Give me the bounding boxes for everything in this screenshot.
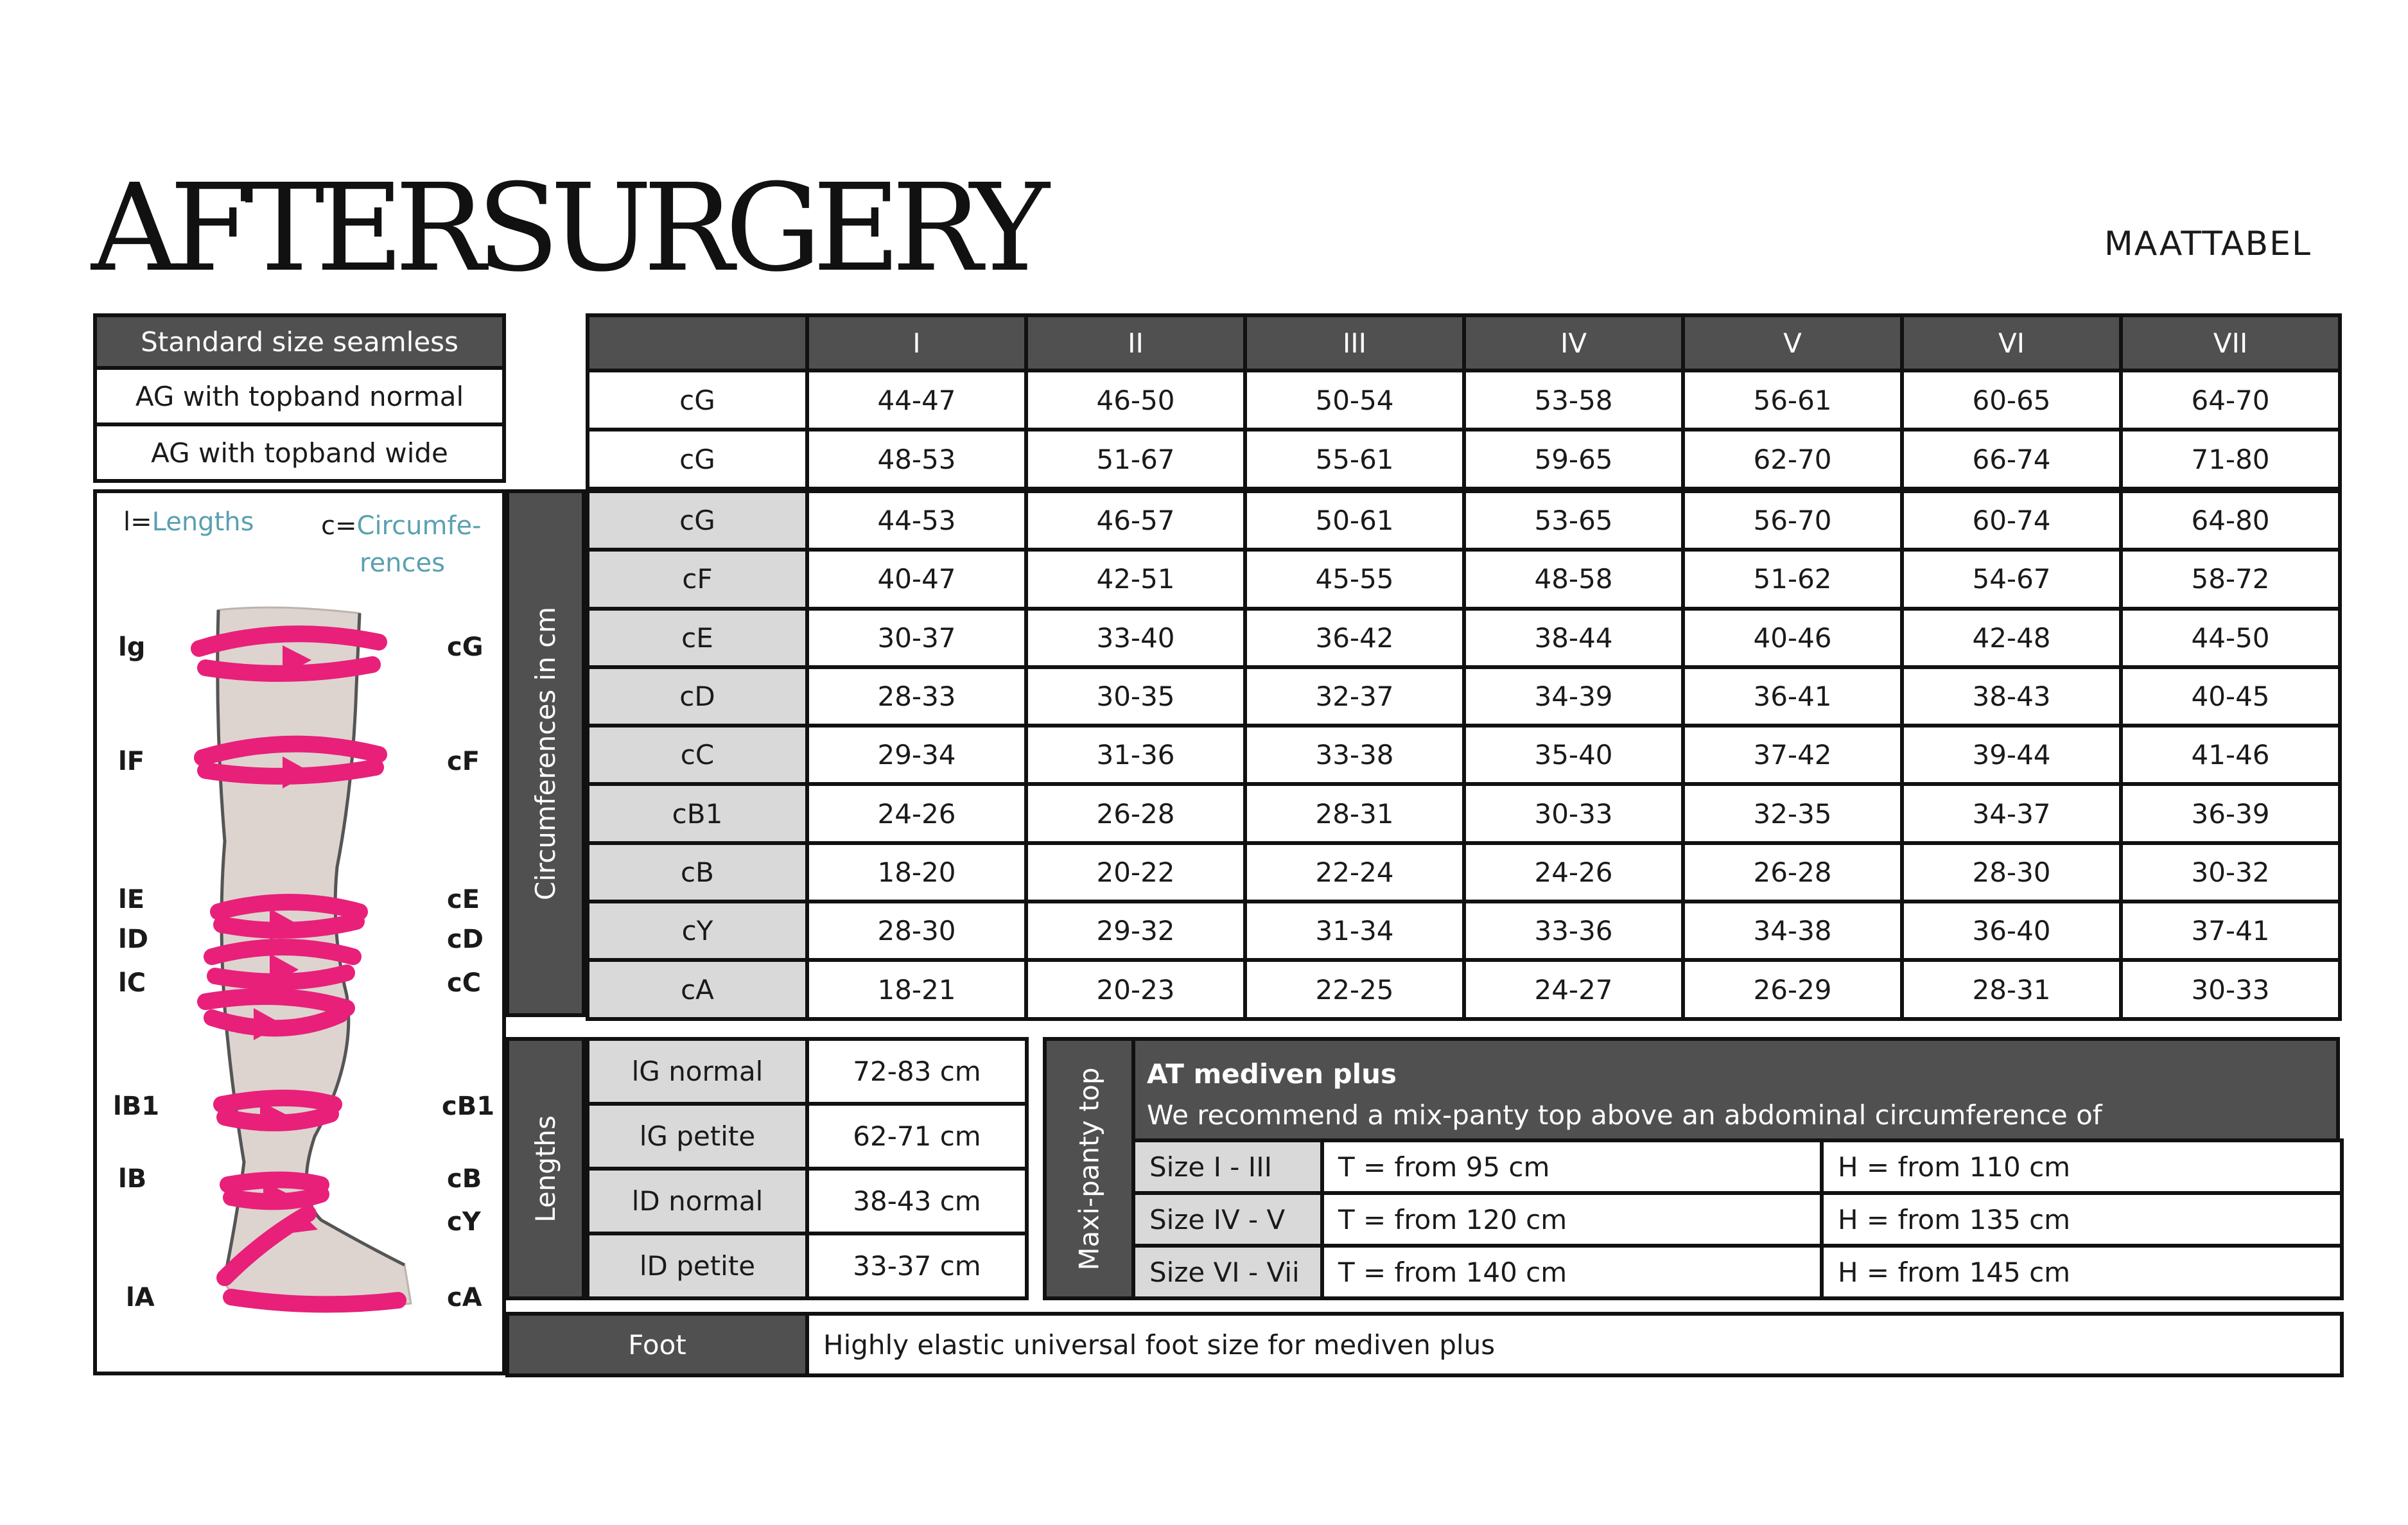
table-cell: 38-44 <box>1464 609 1683 667</box>
label-cg: cG <box>447 632 484 662</box>
maxi-panty-title: AT mediven plus <box>1147 1058 1397 1090</box>
row-label: cE <box>588 609 807 667</box>
label-cb: cB <box>447 1164 482 1194</box>
table-cell: 37-42 <box>1683 726 1902 784</box>
row-label: cC <box>588 726 807 784</box>
table-cell: 42-51 <box>1026 550 1245 608</box>
table-cell: 22-25 <box>1245 960 1464 1018</box>
legend-c-word-2: rences <box>360 548 445 578</box>
table-row <box>588 1233 1027 1298</box>
label-lg: lg <box>118 632 146 662</box>
size-header: III <box>1245 315 1464 370</box>
table-cell: 26-28 <box>1026 784 1245 842</box>
table-cell: 44-50 <box>2121 609 2340 667</box>
table-cell: 31-36 <box>1026 726 1245 784</box>
maxi-h-value: H = from 110 cm <box>1822 1140 2342 1193</box>
table-cell: 53-58 <box>1464 370 1683 430</box>
maxi-panty-table <box>1131 1138 2344 1300</box>
table-row <box>588 550 2340 608</box>
table-row <box>588 430 2340 489</box>
table-cell: 46-57 <box>1026 491 1245 550</box>
table-cell: 30-32 <box>2121 843 2340 902</box>
maxi-size: Size I - III <box>1133 1140 1322 1193</box>
table-cell: 50-61 <box>1245 491 1464 550</box>
brand-title: AFTERSURGERY <box>91 158 1041 299</box>
table-cell: 24-26 <box>1464 843 1683 902</box>
label-lb: lB <box>118 1164 147 1194</box>
table-cell: 33-40 <box>1026 609 1245 667</box>
maxi-panty-label <box>1043 1037 1135 1300</box>
table-cell: 58-72 <box>2121 550 2340 608</box>
table-cell: 30-35 <box>1026 667 1245 726</box>
table-cell: 48-53 <box>807 430 1026 489</box>
row-label: cG <box>588 370 807 430</box>
table-cell: 54-67 <box>1902 550 2121 608</box>
row-label: cF <box>588 550 807 608</box>
table-cell: 36-42 <box>1245 609 1464 667</box>
row-label: cG <box>588 491 807 550</box>
label-cc: cC <box>447 968 482 998</box>
table-cell: 39-44 <box>1902 726 2121 784</box>
length-value: 33-37 cm <box>807 1233 1027 1298</box>
legend-l-word: Lengths <box>152 507 254 537</box>
table-cell: 36-41 <box>1683 667 1902 726</box>
label-cf: cF <box>447 747 480 776</box>
row-label: cB <box>588 843 807 902</box>
table-cell: 35-40 <box>1464 726 1683 784</box>
table-cell: 30-37 <box>807 609 1026 667</box>
table-cell: 64-80 <box>2121 491 2340 550</box>
standard-size-table <box>93 313 506 483</box>
label-cb1: cB1 <box>442 1092 495 1121</box>
length-label: lD normal <box>588 1169 807 1233</box>
table-cell: 51-67 <box>1026 430 1245 489</box>
standard-size-header: Standard size seamless <box>95 315 504 368</box>
table-cell: 55-61 <box>1245 430 1464 489</box>
lengths-label-text: Lengths <box>530 1115 561 1223</box>
table-cell: 29-34 <box>807 726 1026 784</box>
table-cell: 32-37 <box>1245 667 1464 726</box>
maxi-size: Size IV - V <box>1133 1193 1322 1246</box>
table-cell: 48-58 <box>1464 550 1683 608</box>
maxi-h-value: H = from 135 cm <box>1822 1193 2342 1246</box>
table-cell: 36-39 <box>2121 784 2340 842</box>
table-row <box>588 370 2340 430</box>
table-cell: 56-61 <box>1683 370 1902 430</box>
table-row <box>588 1039 1027 1104</box>
table-cell: 60-74 <box>1902 491 2121 550</box>
label-cy: cY <box>447 1207 481 1237</box>
table-row <box>588 491 2340 550</box>
table-cell: 44-47 <box>807 370 1026 430</box>
legend-lengths <box>123 507 254 537</box>
foot-text: Highly elastic universal foot size for mediven plus <box>807 1314 2342 1375</box>
maxi-panty-header <box>1131 1037 2340 1142</box>
foot-table <box>505 1312 2344 1377</box>
row-label: cA <box>588 960 807 1018</box>
table-cell: 64-70 <box>2121 370 2340 430</box>
page-subtitle: MAATTABEL <box>2104 225 2312 263</box>
table-cell: 44-53 <box>807 491 1026 550</box>
table-cell: 29-32 <box>1026 902 1245 960</box>
table-cell: 36-40 <box>1902 902 2121 960</box>
label-lc: lC <box>118 968 146 998</box>
table-cell: 45-55 <box>1245 550 1464 608</box>
label-lb1: lB1 <box>113 1092 160 1121</box>
table-cell: 24-26 <box>807 784 1026 842</box>
table-cell: 62-70 <box>1683 430 1902 489</box>
leg-illustration <box>186 597 430 1342</box>
length-label: lD petite <box>588 1233 807 1298</box>
length-value: 72-83 cm <box>807 1039 1027 1104</box>
table-cell: 41-46 <box>2121 726 2340 784</box>
table-row <box>1133 1193 2342 1246</box>
table-cell: 34-39 <box>1464 667 1683 726</box>
table-cell: 42-48 <box>1902 609 2121 667</box>
size-header: VII <box>2121 315 2340 370</box>
table-cell: 32-35 <box>1683 784 1902 842</box>
table-row <box>588 843 2340 902</box>
table-cell: 31-34 <box>1245 902 1464 960</box>
circumference-table <box>586 489 2342 1021</box>
table-cell: 18-20 <box>807 843 1026 902</box>
table-cell: 56-70 <box>1683 491 1902 550</box>
table-cell: 26-28 <box>1683 843 1902 902</box>
row-label: cD <box>588 667 807 726</box>
row-label: cY <box>588 902 807 960</box>
label-ce: cE <box>447 885 480 914</box>
table-row <box>588 960 2340 1018</box>
size-header: I <box>807 315 1026 370</box>
table-row <box>588 902 2340 960</box>
table-cell: 28-31 <box>1902 960 2121 1018</box>
legend-c-prefix: c= <box>321 511 357 541</box>
table-cell: 34-38 <box>1683 902 1902 960</box>
table-cell: 28-31 <box>1245 784 1464 842</box>
label-lf: lF <box>118 747 145 776</box>
length-label: lG normal <box>588 1039 807 1104</box>
table-cell: 46-50 <box>1026 370 1245 430</box>
table-cell: 34-37 <box>1902 784 2121 842</box>
maxi-t-value: T = from 140 cm <box>1322 1246 1822 1298</box>
table-cell: 28-33 <box>807 667 1026 726</box>
table-cell: 33-38 <box>1245 726 1464 784</box>
table-cell: 66-74 <box>1902 430 2121 489</box>
maxi-t-value: T = from 120 cm <box>1322 1193 1822 1246</box>
table-row <box>588 726 2340 784</box>
table-row <box>1133 1140 2342 1193</box>
maxi-panty-text: We recommend a mix-panty top above an abdominal circumference of <box>1147 1099 2102 1131</box>
size-header: II <box>1026 315 1245 370</box>
table-cell: 33-36 <box>1464 902 1683 960</box>
table-cell: 20-22 <box>1026 843 1245 902</box>
lengths-table <box>586 1037 1029 1300</box>
size-table-corner <box>588 315 807 370</box>
table-cell: 24-27 <box>1464 960 1683 1018</box>
lengths-label <box>505 1037 586 1300</box>
length-value: 62-71 cm <box>807 1104 1027 1169</box>
table-cell: 40-45 <box>2121 667 2340 726</box>
table-cell: 51-62 <box>1683 550 1902 608</box>
table-row <box>588 1169 1027 1233</box>
maxi-h-value: H = from 145 cm <box>1822 1246 2342 1298</box>
table-cell: 37-41 <box>2121 902 2340 960</box>
table-cell: 50-54 <box>1245 370 1464 430</box>
table-row <box>588 784 2340 842</box>
label-le: lE <box>118 885 145 914</box>
ag-topband-normal: AG with topband normal <box>95 368 504 424</box>
size-header: VI <box>1902 315 2121 370</box>
table-cell: 18-21 <box>807 960 1026 1018</box>
table-cell: 38-43 <box>1902 667 2121 726</box>
table-cell: 40-46 <box>1683 609 1902 667</box>
maxi-size: Size VI - Vii <box>1133 1246 1322 1298</box>
table-row <box>588 667 2340 726</box>
table-cell: 26-29 <box>1683 960 1902 1018</box>
table-cell: 60-65 <box>1902 370 2121 430</box>
table-cell: 30-33 <box>2121 960 2340 1018</box>
circumferences-label <box>505 489 586 1017</box>
maxi-t-value: T = from 95 cm <box>1322 1140 1822 1193</box>
table-cell: 28-30 <box>1902 843 2121 902</box>
row-label: cB1 <box>588 784 807 842</box>
legend-c-word-1: Circumfe- <box>356 511 482 541</box>
table-cell: 53-65 <box>1464 491 1683 550</box>
size-header: V <box>1683 315 1902 370</box>
table-cell: 28-30 <box>807 902 1026 960</box>
table-cell: 22-24 <box>1245 843 1464 902</box>
legend-l-prefix: l= <box>123 507 152 537</box>
foot-label: Foot <box>507 1314 807 1375</box>
size-table <box>586 313 2342 491</box>
maxi-panty-label-text: Maxi-panty top <box>1073 1067 1105 1271</box>
legend-circumferences <box>321 507 488 582</box>
table-row <box>507 1314 2342 1375</box>
table-row <box>1133 1246 2342 1298</box>
size-header: IV <box>1464 315 1683 370</box>
label-la: lA <box>126 1283 155 1312</box>
circumferences-label-text: Circumferences in cm <box>530 606 562 900</box>
table-cell: 71-80 <box>2121 430 2340 489</box>
row-label: cG <box>588 430 807 489</box>
ag-topband-wide: AG with topband wide <box>95 424 504 481</box>
table-cell: 20-23 <box>1026 960 1245 1018</box>
table-cell: 30-33 <box>1464 784 1683 842</box>
length-value: 38-43 cm <box>807 1169 1027 1233</box>
table-cell: 40-47 <box>807 550 1026 608</box>
table-cell: 59-65 <box>1464 430 1683 489</box>
label-ld: lD <box>118 925 148 954</box>
table-row <box>588 1104 1027 1169</box>
label-ca: cA <box>447 1283 482 1312</box>
table-row <box>588 609 2340 667</box>
label-cd: cD <box>447 925 484 954</box>
length-label: lG petite <box>588 1104 807 1169</box>
